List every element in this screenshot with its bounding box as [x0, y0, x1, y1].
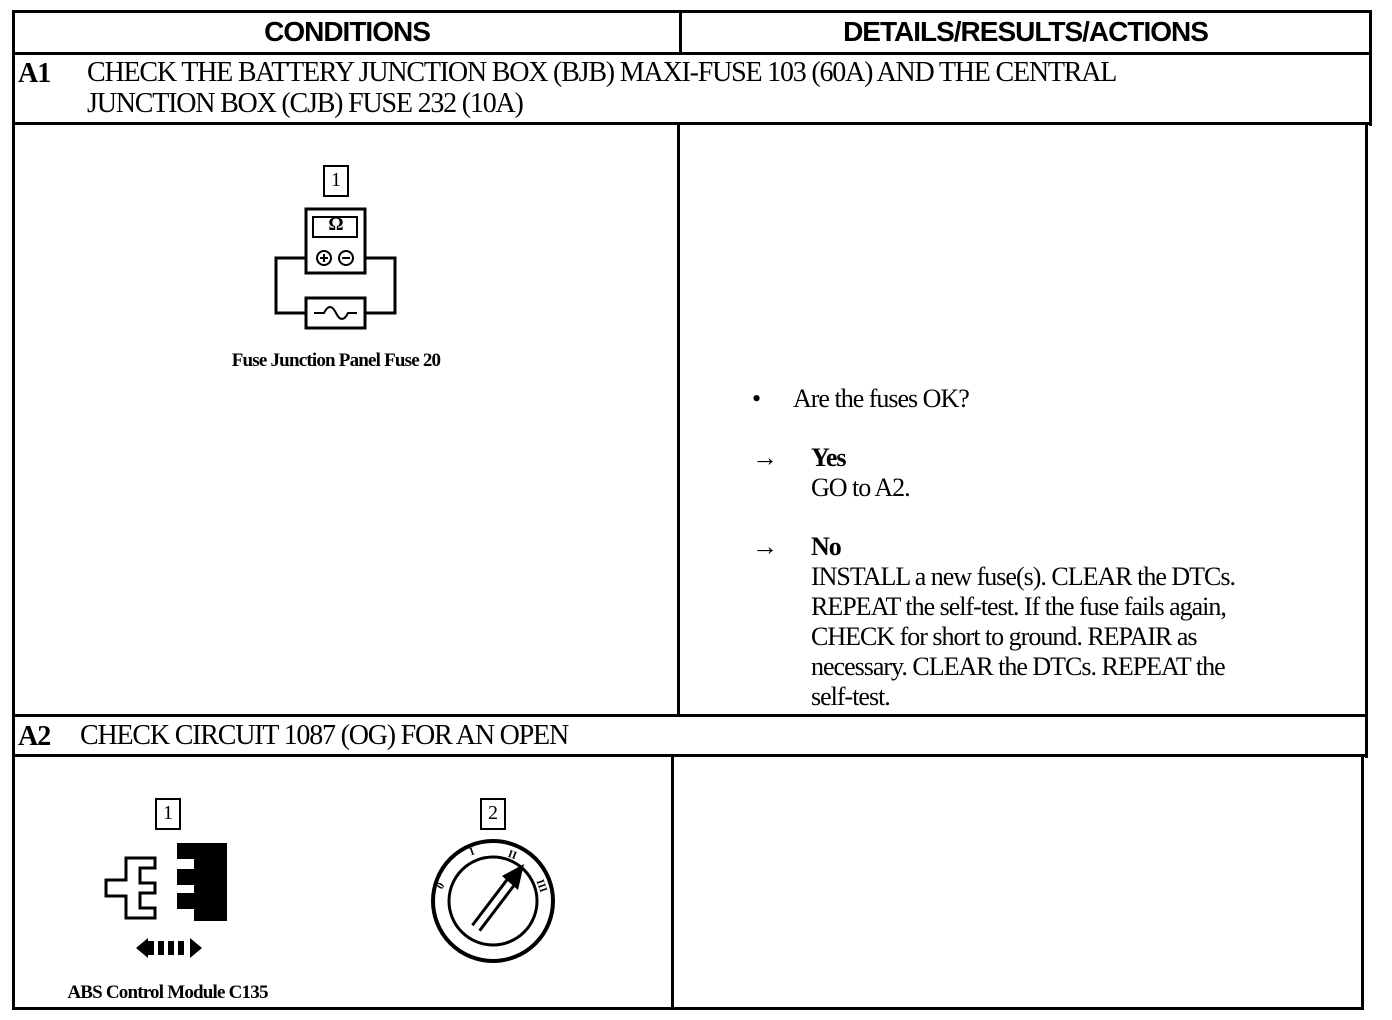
ignition-switch-icon — [428, 836, 558, 966]
details-header: DETAILS/RESULTS/ACTIONS — [843, 16, 1208, 47]
question-bullet: • — [752, 384, 761, 413]
table-right-border-a1 — [1365, 122, 1368, 758]
yes-arrow: → — [752, 443, 777, 472]
table-left-border — [12, 10, 15, 1010]
yes-action: GO to A2. — [811, 473, 910, 502]
conditions-header: CONDITIONS — [264, 16, 430, 47]
figure-number-2: 2 — [480, 798, 506, 830]
question-text: Are the fuses OK? — [793, 384, 969, 413]
table-right-border-a2 — [1361, 754, 1364, 1010]
figure-number-1: 1 — [155, 798, 181, 830]
ohm-symbol: Ω — [328, 214, 344, 235]
ignition-position-label: 0 — [434, 880, 448, 892]
table-bottom-border — [12, 1007, 1362, 1010]
step-a1-id: A1 — [18, 58, 51, 89]
no-arrow: → — [752, 532, 777, 561]
ignition-position-label: III — [533, 877, 550, 895]
figure-1-caption: Fuse Junction Panel Fuse 20 — [231, 350, 441, 371]
no-action-line: CHECK for short to ground. REPAIR as — [811, 622, 1197, 651]
a1-body-divider — [12, 714, 1366, 717]
column-divider-a2 — [671, 754, 674, 1010]
column-divider-a1 — [677, 122, 680, 717]
no-action-line: necessary. CLEAR the DTCs. REPEAT the — [811, 652, 1225, 681]
ignition-position-label: II — [506, 847, 519, 863]
a2-title-divider — [12, 754, 1366, 757]
step-a2-id: A2 — [18, 721, 51, 752]
step-a1-title-line2: JUNCTION BOX (CJB) FUSE 232 (10A) — [87, 88, 523, 119]
step-a2-title: CHECK CIRCUIT 1087 (OG) FOR AN OPEN — [80, 720, 568, 751]
no-action-line: self-test. — [811, 682, 890, 711]
header-divider — [12, 52, 1372, 55]
a1-title-divider — [12, 122, 1372, 125]
figure-number-1: 1 — [323, 165, 349, 197]
connector-disconnect-icon — [100, 838, 235, 966]
yes-answer: Yes — [811, 443, 846, 472]
step-a1-title-line1: CHECK THE BATTERY JUNCTION BOX (BJB) MAXI-FUSE 103 (60A) AND THE CENTRAL — [87, 57, 1117, 88]
no-answer: No — [811, 532, 841, 561]
no-action-line: INSTALL a new fuse(s). CLEAR the DTCs. — [811, 562, 1235, 591]
table-right-border-top — [1369, 10, 1372, 126]
no-action-line: REPEAT the self-test. If the fuse fails again, — [811, 592, 1226, 621]
figure-1-caption: ABS Control Module C135 — [67, 982, 268, 1003]
ignition-position-label: I — [468, 845, 477, 859]
